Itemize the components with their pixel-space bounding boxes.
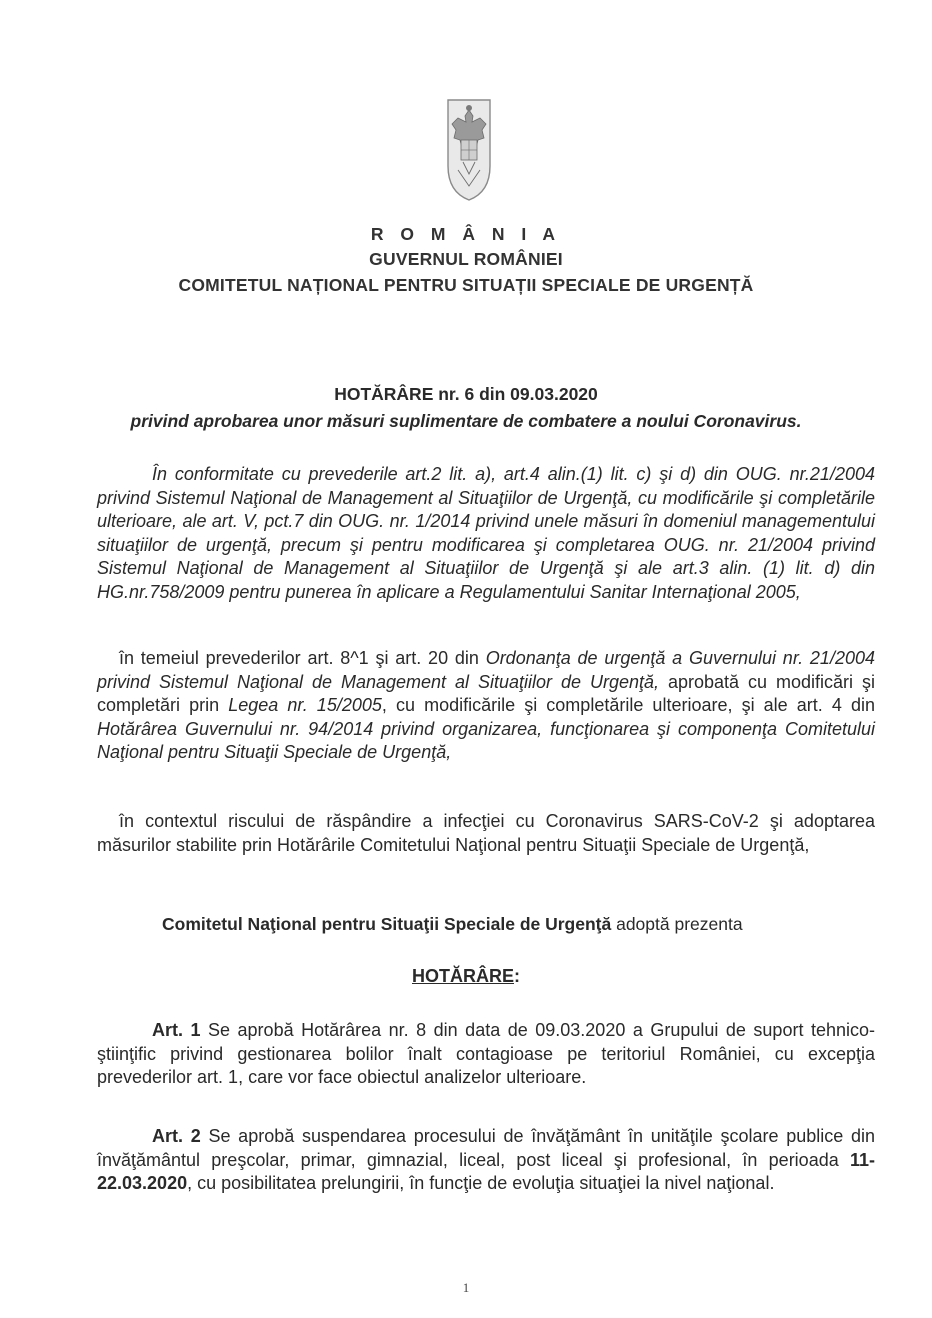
page-number: 1 — [462, 1280, 470, 1295]
preamble-text-2f: Hotărârea Guvernului nr. 94/2014 privind organizarea, funcţionarea şi componenţa Comitetului Naţional pentru Situaţii Speciale de Urgenţă, — [97, 718, 875, 763]
decision-word: HOTĂRÂRE — [412, 966, 514, 986]
decision-colon: : — [514, 966, 520, 986]
header-committee: COMITETUL NAȚIONAL PENTRU SITUAȚII SPECIALE DE URGENȚĂ — [178, 275, 754, 295]
decision-title: HOTĂRÂRE nr. 6 din 09.03.2020 — [334, 384, 598, 404]
article-2-period: 11-22.03.2020 — [97, 1149, 875, 1194]
preamble-paragraph-1 — [97, 463, 875, 605]
adoption-verb: adoptă prezenta — [611, 914, 743, 934]
article-2-text-a: Se aprobă suspendarea procesului de învăţământ în unităţile şcolare publice din învăţământul preşcolar, primar, gimnazial, liceal, post liceal şi profesional, în perioada — [97, 1126, 875, 1170]
article-1 — [97, 1019, 875, 1090]
preamble-paragraph-2 — [97, 647, 875, 765]
decision-heading — [0, 966, 932, 987]
header-country: R O M Â N I A — [370, 224, 562, 244]
adopting-body: Comitetul Naţional pentru Situaţii Speciale de Urgenţă — [162, 914, 612, 934]
preamble-text-2d: Legea nr. 15/2005 — [228, 695, 382, 716]
preamble-text-2b: Ordonanţa de urgenţă a Guvernului nr. 21/2004 privind Sistemul Naţional de Management al Situaţiilor de Urgenţă, — [97, 648, 875, 692]
article-2-label: Art. 2 — [152, 1126, 201, 1146]
adoption-statement — [162, 914, 743, 935]
preamble-text-1: În conformitate cu prevederile art.2 lit. a), art.4 alin.(1) lit. c) şi d) din OUG. nr.21/2004 privind Sistemul Naţional de Management al Situaţiilor de Urgenţă, cu modificările şi completările ulterioare, ale art. V, pct.7 din OUG. nr. 1/2014 privind unele măsuri în domeniul managementului situaţiilor de urgenţă, precum şi pentru modificarea şi completarea OUG. nr. 21/2004 privind Sistemul Naţional de Management al Situaţiilor de Urgenţă şi ale art.3 alin. (1) lit. d) din HG.nr.758/2009 pentru punerea în aplicare a Regulamentului Sanitar Internaţional 2005, — [97, 464, 875, 602]
article-1-text: Se aprobă Hotărârea nr. 8 din data de 09.03.2020 a Grupului de suport tehnico-ştiinţific privind gestionarea bolilor înalt contagioase pe teritoriul României, cu excepţia prevederilor art. 1, care vor face obiectul analizelor ulterioare. — [97, 1020, 875, 1088]
preamble-text-3: în contextul riscului de răspândire a infecţiei cu Coronavirus SARS-CoV-2 şi adoptarea măsurilor stabilite prin Hotărârile Comitetului Naţional pentru Situaţii Speciale de Urgenţă, — [97, 811, 875, 855]
preamble-paragraph-3 — [97, 810, 875, 857]
header-government: GUVERNUL ROMÂNIEI — [369, 249, 563, 269]
article-2-text-b: , cu posibilitatea prelungirii, în funcţie de evoluţia situaţiei la nivel naţional. — [187, 1173, 775, 1194]
article-1-label: Art. 1 — [152, 1020, 201, 1040]
article-2 — [97, 1125, 875, 1196]
preamble-text-2c: aprobată cu modificări şi completări prin — [97, 671, 875, 716]
preamble-text-2e: , cu modificările şi completările ulterioare, şi ale art. 4 din — [381, 695, 875, 716]
coat-of-arms-icon — [444, 96, 494, 202]
preamble-text-2a: în temeiul prevederilor art. 8^1 şi art. 20 din — [119, 648, 486, 668]
decision-subtitle: privind aprobarea unor măsuri suplimentare de combatere a noului Coronavirus. — [130, 411, 802, 431]
